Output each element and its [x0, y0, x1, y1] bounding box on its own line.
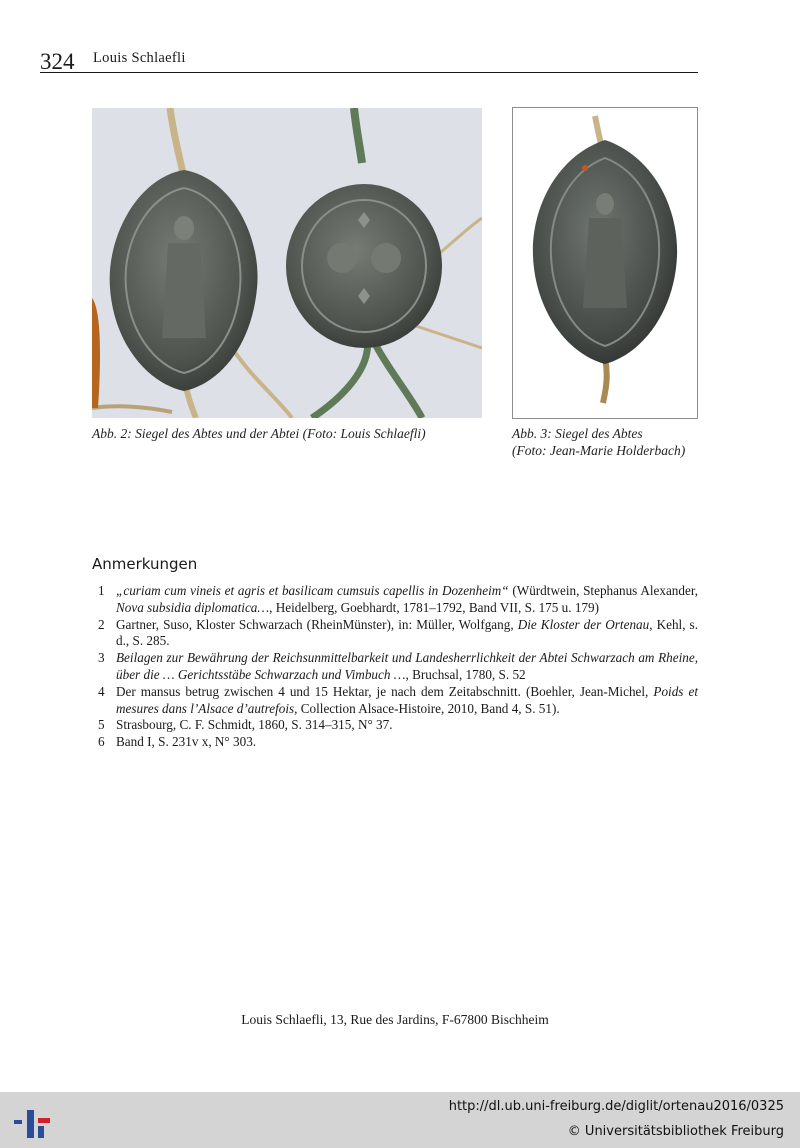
note-text	[116, 650, 698, 682]
note-item	[92, 684, 698, 718]
note-item	[92, 717, 698, 734]
note-italic-segment: Nova subsidia diplomatica…	[116, 599, 270, 615]
figure-2-photo	[92, 108, 482, 418]
figure-3-caption	[512, 425, 712, 459]
note-segment: Gartner, Suso, Kloster Schwarzach (RheinMünster), in: Müller, Wolfgang,	[116, 616, 518, 632]
page-number: 324	[40, 49, 75, 74]
notes-list	[92, 583, 698, 751]
footer-copyright: © Universitätsbibliothek Freiburg	[567, 1124, 784, 1139]
note-segment: Band I, S. 231v x, N° 303.	[116, 734, 257, 750]
page-header	[40, 48, 698, 73]
figure-3-illustration	[513, 108, 697, 418]
note-segment: , Heidelberg, Goebhardt, 1781–1792, Band VII, S. 175 u. 179)	[269, 599, 600, 615]
figure-2-illustration	[92, 108, 482, 418]
note-segment: Strasbourg, C. F. Schmidt, 1860, S. 314–315, N° 37.	[116, 717, 393, 733]
note-number: 6	[98, 734, 105, 750]
figure-3-caption-line-2: (Foto: Jean-Marie Holderbach)	[512, 443, 686, 458]
note-number: 5	[98, 717, 105, 733]
footer-url-link[interactable]: http://dl.ub.uni-freiburg.de/diglit/ortenau2016/0325	[448, 1099, 784, 1114]
note-segment: , Collection Alsace-Histoire, 2010, Band 4, S. 51).	[294, 700, 560, 716]
note-italic-segment: „curiam cum vineis et agris et basilicam cumsuis capellis in Dozenheim“	[116, 583, 509, 598]
note-item	[92, 734, 698, 751]
note-italic-segment: Die Kloster der Ortenau	[517, 616, 650, 632]
note-number: 2	[98, 616, 105, 632]
note-number: 3	[98, 650, 105, 666]
note-segment: , Kehl, s. d., S. 285.	[116, 616, 698, 649]
note-item	[92, 583, 698, 617]
note-number: 1	[98, 583, 105, 598]
figure-2-caption: Abb. 2: Siegel des Abtes und der Abtei (Foto: Louis Schlaefli)	[92, 426, 426, 441]
figure-3-caption-line-1: Abb. 3: Siegel des Abtes	[512, 426, 643, 441]
library-logo-icon	[10, 1100, 54, 1142]
note-text	[116, 617, 698, 649]
author-address: Louis Schlaefli, 13, Rue des Jardins, F-67800 Bischheim	[241, 1012, 549, 1027]
figure-3-photo	[512, 107, 698, 419]
note-italic-segment: Beilagen zur Bewährung der Reichsunmittelbarkeit und Landesherrlichkeit der Abtei Schwarzach am Rheine, über die … Gerichtsstäbe Schwarzach und Vimbuch …	[116, 650, 698, 682]
notes-heading: Anmerkungen	[92, 555, 198, 573]
note-italic-segment: Poids et mesures dans l’Alsace d’autrefois	[116, 683, 698, 716]
note-text	[116, 583, 698, 615]
note-text	[116, 717, 393, 732]
footer-bar	[0, 1092, 800, 1148]
running-head: Louis Schlaefli	[93, 50, 186, 66]
note-item	[92, 650, 698, 684]
note-text	[116, 734, 256, 749]
note-segment: , Bruchsal, 1780, S. 52	[405, 666, 526, 682]
note-text	[116, 684, 698, 716]
note-segment: Der mansus betrug zwischen 4 und 15 Hektar, je nach dem Zeitabschnitt. (Boehler, Jean-Michel,	[116, 683, 654, 699]
note-item	[92, 617, 698, 651]
note-segment: (Würdtwein, Stephanus Alexander,	[508, 583, 699, 598]
note-number: 4	[98, 683, 105, 699]
